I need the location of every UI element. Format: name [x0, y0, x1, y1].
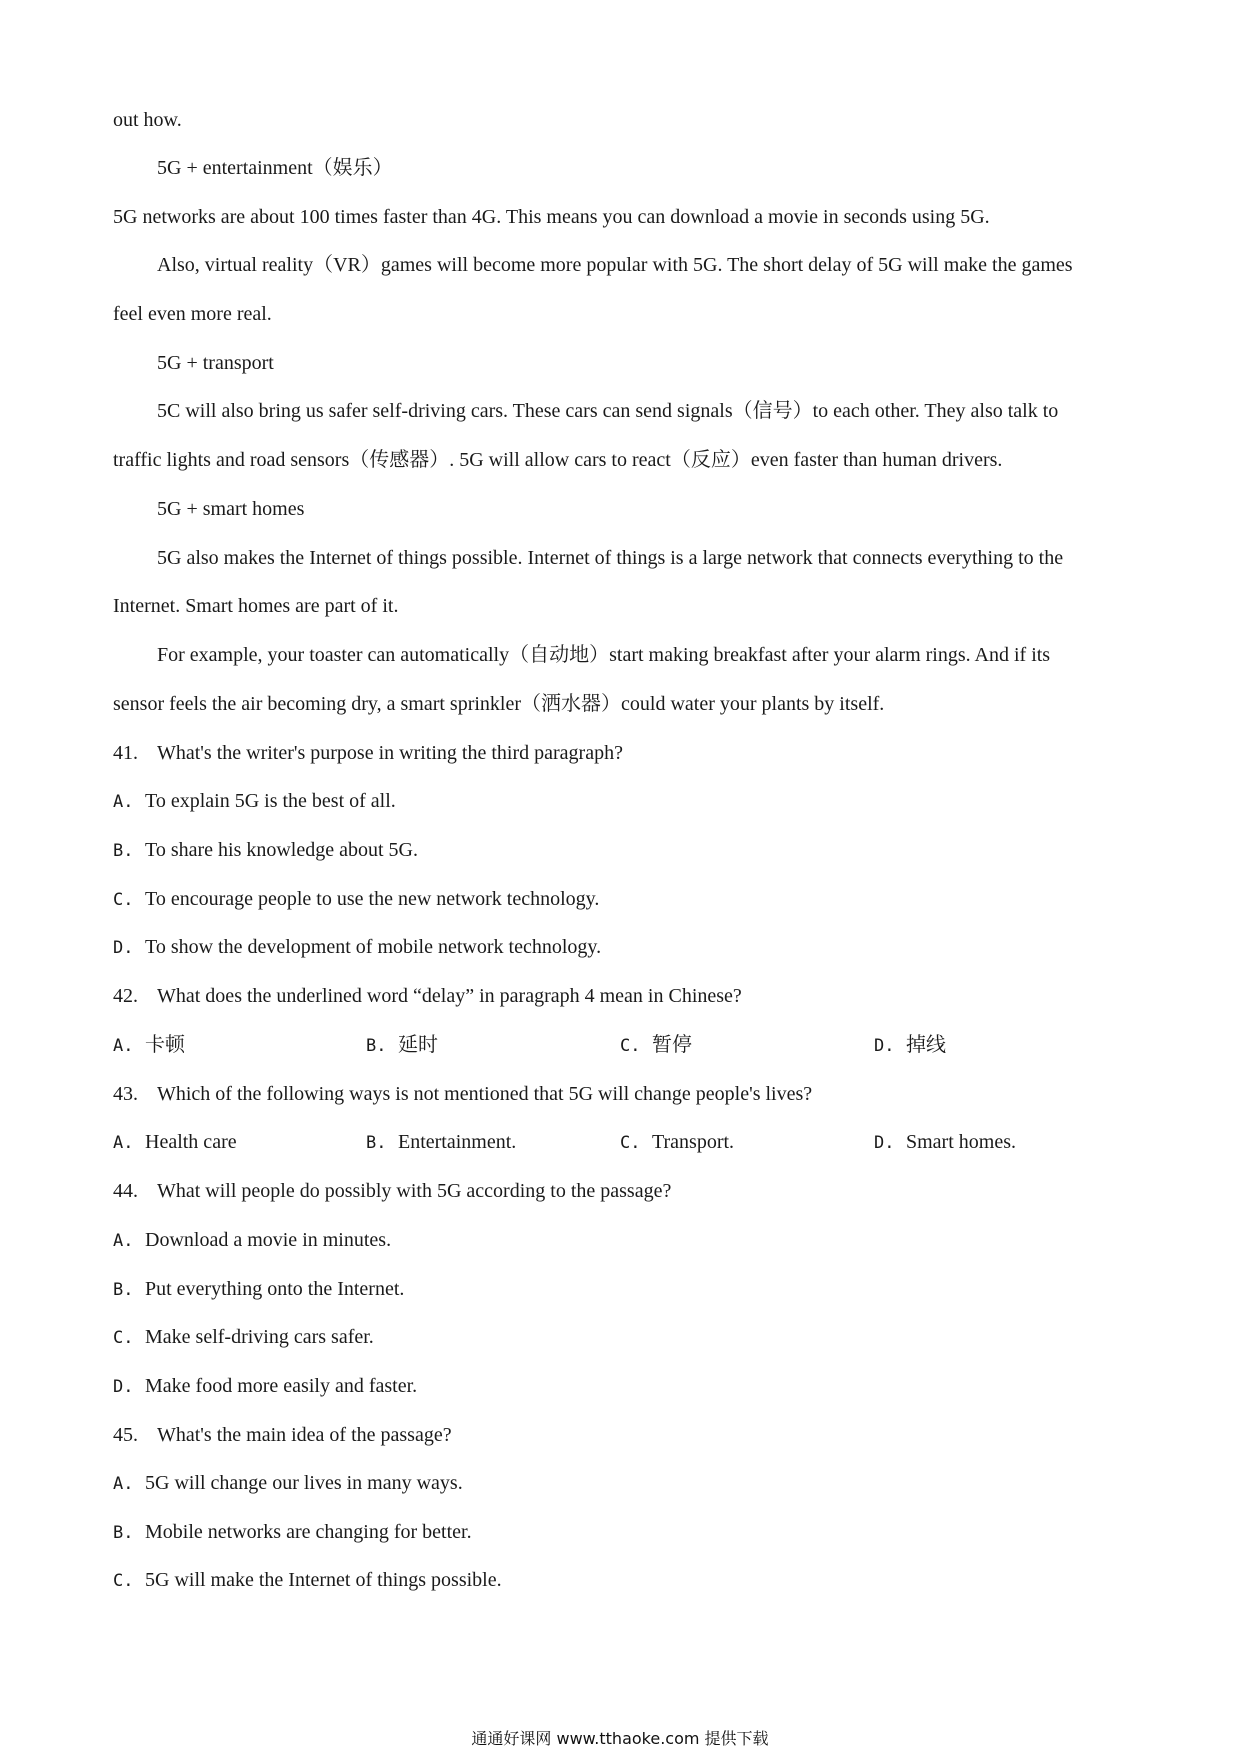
option-letter: A. — [113, 1133, 134, 1153]
passage-line: feel even more real. — [113, 303, 272, 325]
question-45 — [113, 1423, 1133, 1447]
question-text: Which of the following ways is not mentioned that 5G will change people's lives? — [157, 1083, 813, 1105]
option-letter: B. — [366, 1133, 387, 1153]
passage-line: 5G networks are about 100 times faster than 4G. This means you can download a movie in seconds using 5G. — [113, 206, 990, 228]
option-text: To encourage people to use the new network technology. — [145, 888, 600, 910]
option-43-d — [874, 1130, 1016, 1155]
section-heading-smart-homes: 5G + smart homes — [157, 498, 305, 520]
option-letter: C. — [113, 1571, 134, 1591]
option-letter: B. — [113, 1523, 134, 1543]
option-text: Make food more easily and faster. — [145, 1375, 418, 1397]
option-letter: C. — [620, 1133, 641, 1153]
option-letter: A. — [113, 792, 134, 812]
option-text: Smart homes. — [906, 1131, 1016, 1153]
option-42-a — [113, 1033, 185, 1058]
question-number: 45. — [113, 1424, 138, 1446]
option-42-c — [620, 1033, 692, 1058]
option-letter: D. — [874, 1133, 895, 1153]
question-number: 43. — [113, 1083, 138, 1105]
option-45-c — [113, 1568, 1133, 1593]
question-number: 44. — [113, 1180, 138, 1202]
passage-line: Internet. Smart homes are part of it. — [113, 595, 399, 617]
section-heading-entertainment: 5G + entertainment（娱乐） — [157, 157, 393, 179]
option-text: 5G will make the Internet of things possible. — [145, 1569, 502, 1591]
option-letter: C. — [113, 1328, 134, 1348]
option-42-d — [874, 1033, 946, 1058]
option-letter: D. — [113, 1377, 134, 1397]
footer-watermark: 通通好课网 www.tthaoke.com 提供下载 — [471, 1729, 769, 1748]
option-text: Download a movie in minutes. — [145, 1229, 392, 1251]
option-44-c — [113, 1325, 1133, 1350]
option-letter: B. — [113, 841, 134, 861]
option-text: 5G will change our lives in many ways. — [145, 1472, 463, 1494]
question-text: What will people do possibly with 5G according to the passage? — [157, 1180, 672, 1202]
option-43-a — [113, 1130, 237, 1155]
option-42-b — [366, 1033, 438, 1058]
passage-line: Also, virtual reality（VR）games will become more popular with 5G. The short delay of 5G will make the games — [157, 254, 1073, 276]
option-text: Entertainment. — [398, 1131, 517, 1153]
question-text: What's the main idea of the passage? — [157, 1424, 452, 1446]
option-letter: D. — [874, 1036, 895, 1056]
option-letter: B. — [366, 1036, 387, 1056]
option-text: 卡顿 — [145, 1034, 185, 1056]
option-text: Make self-driving cars safer. — [145, 1326, 374, 1348]
option-text: Health care — [145, 1131, 237, 1153]
option-41-c — [113, 887, 1133, 912]
option-text: 延时 — [398, 1034, 438, 1056]
option-43-c — [620, 1130, 734, 1155]
option-letter: C. — [620, 1036, 641, 1056]
option-44-a — [113, 1228, 1133, 1253]
passage-line: traffic lights and road sensors（传感器）. 5G will allow cars to react（反应）even faster than human drivers. — [113, 449, 1003, 471]
option-41-a — [113, 789, 1133, 814]
question-text: What does the underlined word “delay” in paragraph 4 mean in Chinese? — [157, 985, 742, 1007]
passage-line: sensor feels the air becoming dry, a smart sprinkler（洒水器）could water your plants by itself. — [113, 693, 885, 715]
question-43 — [113, 1082, 1133, 1106]
option-44-b — [113, 1277, 1133, 1302]
option-text: Put everything onto the Internet. — [145, 1278, 405, 1300]
option-letter: A. — [113, 1036, 134, 1056]
passage-line: 5C will also bring us safer self-driving cars. These cars can send signals（信号）to each other. They also talk to — [157, 400, 1059, 422]
option-text: To explain 5G is the best of all. — [145, 790, 396, 812]
question-number: 41. — [113, 742, 138, 764]
section-heading-transport: 5G + transport — [157, 352, 274, 374]
option-text: 暂停 — [652, 1034, 692, 1056]
option-text: Mobile networks are changing for better. — [145, 1521, 472, 1543]
option-text: 掉线 — [906, 1034, 946, 1056]
question-41 — [113, 741, 1133, 765]
option-text: To show the development of mobile network technology. — [145, 936, 602, 958]
passage-line: 5G also makes the Internet of things possible. Internet of things is a large network that connects everything to the — [157, 547, 1064, 569]
passage-line: out how. — [113, 109, 182, 131]
option-text: Transport. — [652, 1131, 735, 1153]
option-letter: A. — [113, 1231, 134, 1251]
option-text: To share his knowledge about 5G. — [145, 839, 418, 861]
passage-line: For example, your toaster can automatically（自动地）start making breakfast after your alarm rings. And if its — [157, 644, 1051, 666]
option-41-d — [113, 935, 1133, 960]
option-letter: A. — [113, 1474, 134, 1494]
question-42 — [113, 984, 1133, 1008]
option-letter: C. — [113, 890, 134, 910]
option-43-b — [366, 1130, 516, 1155]
question-44 — [113, 1179, 1133, 1203]
option-45-b — [113, 1520, 1133, 1545]
option-41-b — [113, 838, 1133, 863]
option-44-d — [113, 1374, 1133, 1399]
question-number: 42. — [113, 985, 138, 1007]
option-letter: D. — [113, 938, 134, 958]
option-45-a — [113, 1471, 1133, 1496]
option-letter: B. — [113, 1280, 134, 1300]
question-text: What's the writer's purpose in writing the third paragraph? — [157, 742, 623, 764]
